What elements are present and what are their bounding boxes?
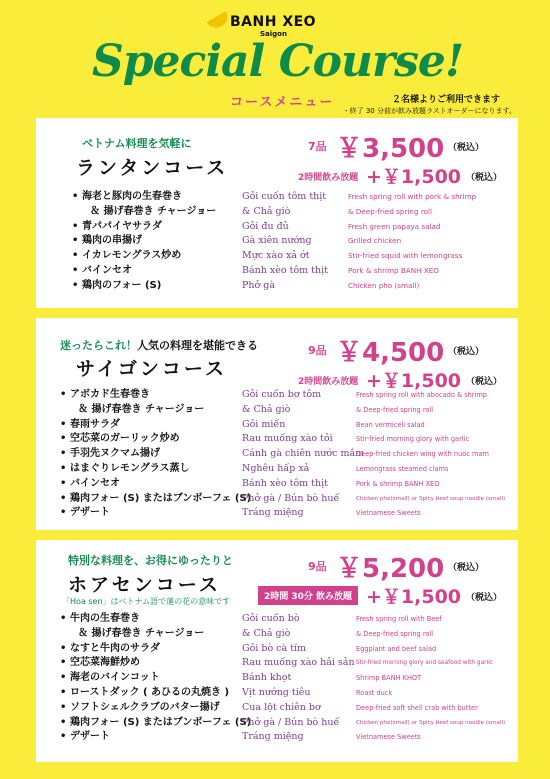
drink-tax: （税込） [466,377,503,387]
price-tax: （税込） [448,143,485,153]
jp-item-list [60,612,251,745]
eng-item-list [356,388,505,521]
list-item: Gỏi cuốn bò [242,613,300,624]
list-item: • バインセオ [72,264,216,279]
course-name: ランタンコース [76,157,229,179]
eng-item-list [356,612,505,745]
list-item: • 鶏肉のフォー (S) [72,279,216,294]
list-item: Nghêu hấp xả [242,462,310,474]
list-item: Vietnamese Sweets [356,509,421,518]
last-order-note: ・終了 30 分前が飲み放題ラストオーダーになります。 [342,107,516,115]
list-item: Phở gà [242,279,275,291]
drink-tax: （税込） [466,593,503,603]
course-price: ￥5,200 [336,554,445,584]
list-item: Deep-fried chicken wing with nuoc mam [356,450,489,459]
list-item: Fresh spring roll with pork & shrimp [348,192,477,201]
list-item: Bean vermiceli salad [356,420,425,429]
list-item: Gỏi bò cà tím [242,642,307,654]
list-item: • 空芯菜海鮮炒め [60,656,251,671]
list-item: Chicken pho(small) or Spicy beef soup noodle (small) [356,719,506,726]
list-item: Tráng miệng [242,507,304,519]
list-item: • 海老のバインコット [60,671,251,686]
list-item: • バインセオ [60,477,251,492]
list-item: • 空芯菜のガーリック炒め [60,432,251,447]
list-item: Roast duck [356,688,393,697]
price-tax: （税込） [448,347,485,357]
jp-item-list [72,190,216,294]
viet-item-list [242,388,364,521]
list-item: Fresh spring roll with Beef [356,615,442,623]
course-lead: 特別な料理を、お得にゆったりと [68,554,233,567]
drink-tax: （税込） [466,173,503,183]
item-count: 7品 [308,140,327,153]
list-item: Gỏi cuốn bơ tôm [242,389,322,400]
drink-plan-price: +￥1,500 [366,586,462,608]
list-item: Deep-fried soft shell crab with butter [356,703,478,712]
jp-item-list [60,388,251,521]
page-title: Special Course! [92,36,464,87]
list-item: • デザート [60,730,251,745]
list-item: • 牛肉の生春巻き [60,612,251,627]
list-item: • アボカド生春巻き [60,388,251,403]
list-item: • 鶏肉フォー (S) またはブンボーフェ (S) [60,716,251,731]
list-item: • 青パパイヤサラダ [72,220,216,235]
list-item: Pork & shrimp BANH XEO [348,265,439,275]
viet-item-list [242,612,355,745]
course-lead [60,337,258,353]
list-item: Lemongrass steamed clams [356,464,449,473]
course-lead: ベトナム料理を気軽に [82,137,192,150]
list-item: • 鶏肉フォー (S) またはブンボーフェ (S) [60,492,251,507]
list-item: Rau muống xào tỏi [242,433,333,445]
list-item: • はまぐりレモングラス蒸し [60,462,251,477]
course-name: サイゴンコース [76,358,227,380]
list-item: Phở gà / Bún bò huế [242,492,340,504]
list-item: & Deep-fried spring roll [348,206,433,216]
usage-note: ２名様よりご利用できます [391,95,500,105]
course-card-hoasen [36,540,518,762]
list-item: • 春雨サラダ [60,418,251,433]
drink-plan-label: 2時間飲み放題 [298,377,359,387]
item-count: 9品 [308,560,327,573]
drink-plan-price: +￥1,500 [366,370,462,392]
list-item: Cua lột chiên bơ [242,701,321,713]
list-item: Phở gà / Bún bò huế [242,716,340,728]
drink-plan-price: +￥1,500 [366,166,462,188]
list-item: Gà xiên nướng [242,235,312,247]
list-item: Bánh khọt [242,672,292,684]
course-card-lantern [36,118,518,308]
list-item: & Chả giò [242,205,291,217]
list-item: Chicken pho(small) or Spicy beef soup noodle (small) [356,495,506,502]
list-item: • ローストダック ( あひるの丸焼き ) [60,686,251,701]
list-item: & Chả giò [242,403,291,415]
course-lead-text: 人気の料理を堪能できる [137,339,258,352]
list-item: • 海老と豚肉の生春巻き [72,190,216,205]
list-item: Stir-fried morning glory with garlic [356,435,470,444]
list-item: Gỏi đu đủ [242,220,289,232]
list-item: Bánh xèo tôm thịt [242,477,328,489]
list-item: Chicken pho (small) [348,280,420,290]
banh-xeo-logo-icon [207,11,232,32]
viet-item-list [242,190,328,294]
drink-plan-label: 2時間飲み放題 [298,173,359,183]
list-item: • イカレモングラス炒め [72,249,216,264]
list-item: • なすと牛肉のサラダ [60,642,251,657]
list-item: & Chả giò [242,627,291,639]
brand-name: BANH XEO [230,14,317,30]
course-lead-highlight: 迷ったらこれ！ [60,339,137,352]
list-item: Shrimp BANH KHOT [356,674,422,683]
list-item: Fresh spring roll with abocado & shrimp [356,391,487,399]
list-item: Gỏi cuốn tôm thịt [242,191,327,202]
drink-plan-label: 2時間 30分 飲み放題 [258,586,358,605]
list-item: Stir-fried squid with lemongrass [348,251,463,261]
brand-sub: Saigon [260,30,287,38]
hoa-sen-note: 「Hoa sen」はベトナム語で蓮の花の意味です [62,597,231,606]
list-item: Tráng miệng [242,731,304,743]
course-price: ￥4,500 [336,338,445,368]
list-item: Stir-fried morning glory and seafood with garlic [356,660,493,667]
list-item: Eggplant and beef salad [356,644,437,653]
list-item: Gỏi miến [242,418,286,430]
list-item: ＆ 揚げ春巻き チャージョー [78,403,205,415]
page-subtitle: コースメニュー [230,95,335,110]
course-card-saigon [36,318,518,530]
list-item: & Deep-fried spring roll [356,629,434,638]
course-name: ホアセンコース [68,574,221,596]
list-item: Pork & shrimp BANH XEO [356,479,440,488]
course-price: ￥3,500 [336,134,445,164]
list-item: Vietnamese Sweets [356,733,421,742]
list-item: Bánh xèo tôm thịt [242,264,328,276]
list-item: ＆ 揚げ春巻き チャージョー [90,205,217,217]
eng-item-list [348,190,476,294]
price-tax: （税込） [448,563,485,573]
list-item: • 鶏肉の串揚げ [72,234,216,249]
list-item: ＆ 揚げ春巻き チャージョー [78,627,205,639]
list-item: Grilled chicken [348,236,402,246]
list-item: Fresh green papaya salad [348,221,441,231]
list-item: Mực xào xả ớt [242,250,310,262]
list-item: Cánh gà chiên nước mắm [242,448,365,460]
item-count: 9品 [308,344,327,357]
list-item: • デザート [60,506,251,521]
list-item: Vịt nướng tiêu [242,686,311,698]
list-item: • ソフトシェルクラブのバター揚げ [60,701,251,716]
list-item: • 手羽先ヌクマム揚げ [60,447,251,462]
list-item: Rau muống xào hải sản [242,657,355,669]
list-item: & Deep-fried spring roll [356,405,434,414]
